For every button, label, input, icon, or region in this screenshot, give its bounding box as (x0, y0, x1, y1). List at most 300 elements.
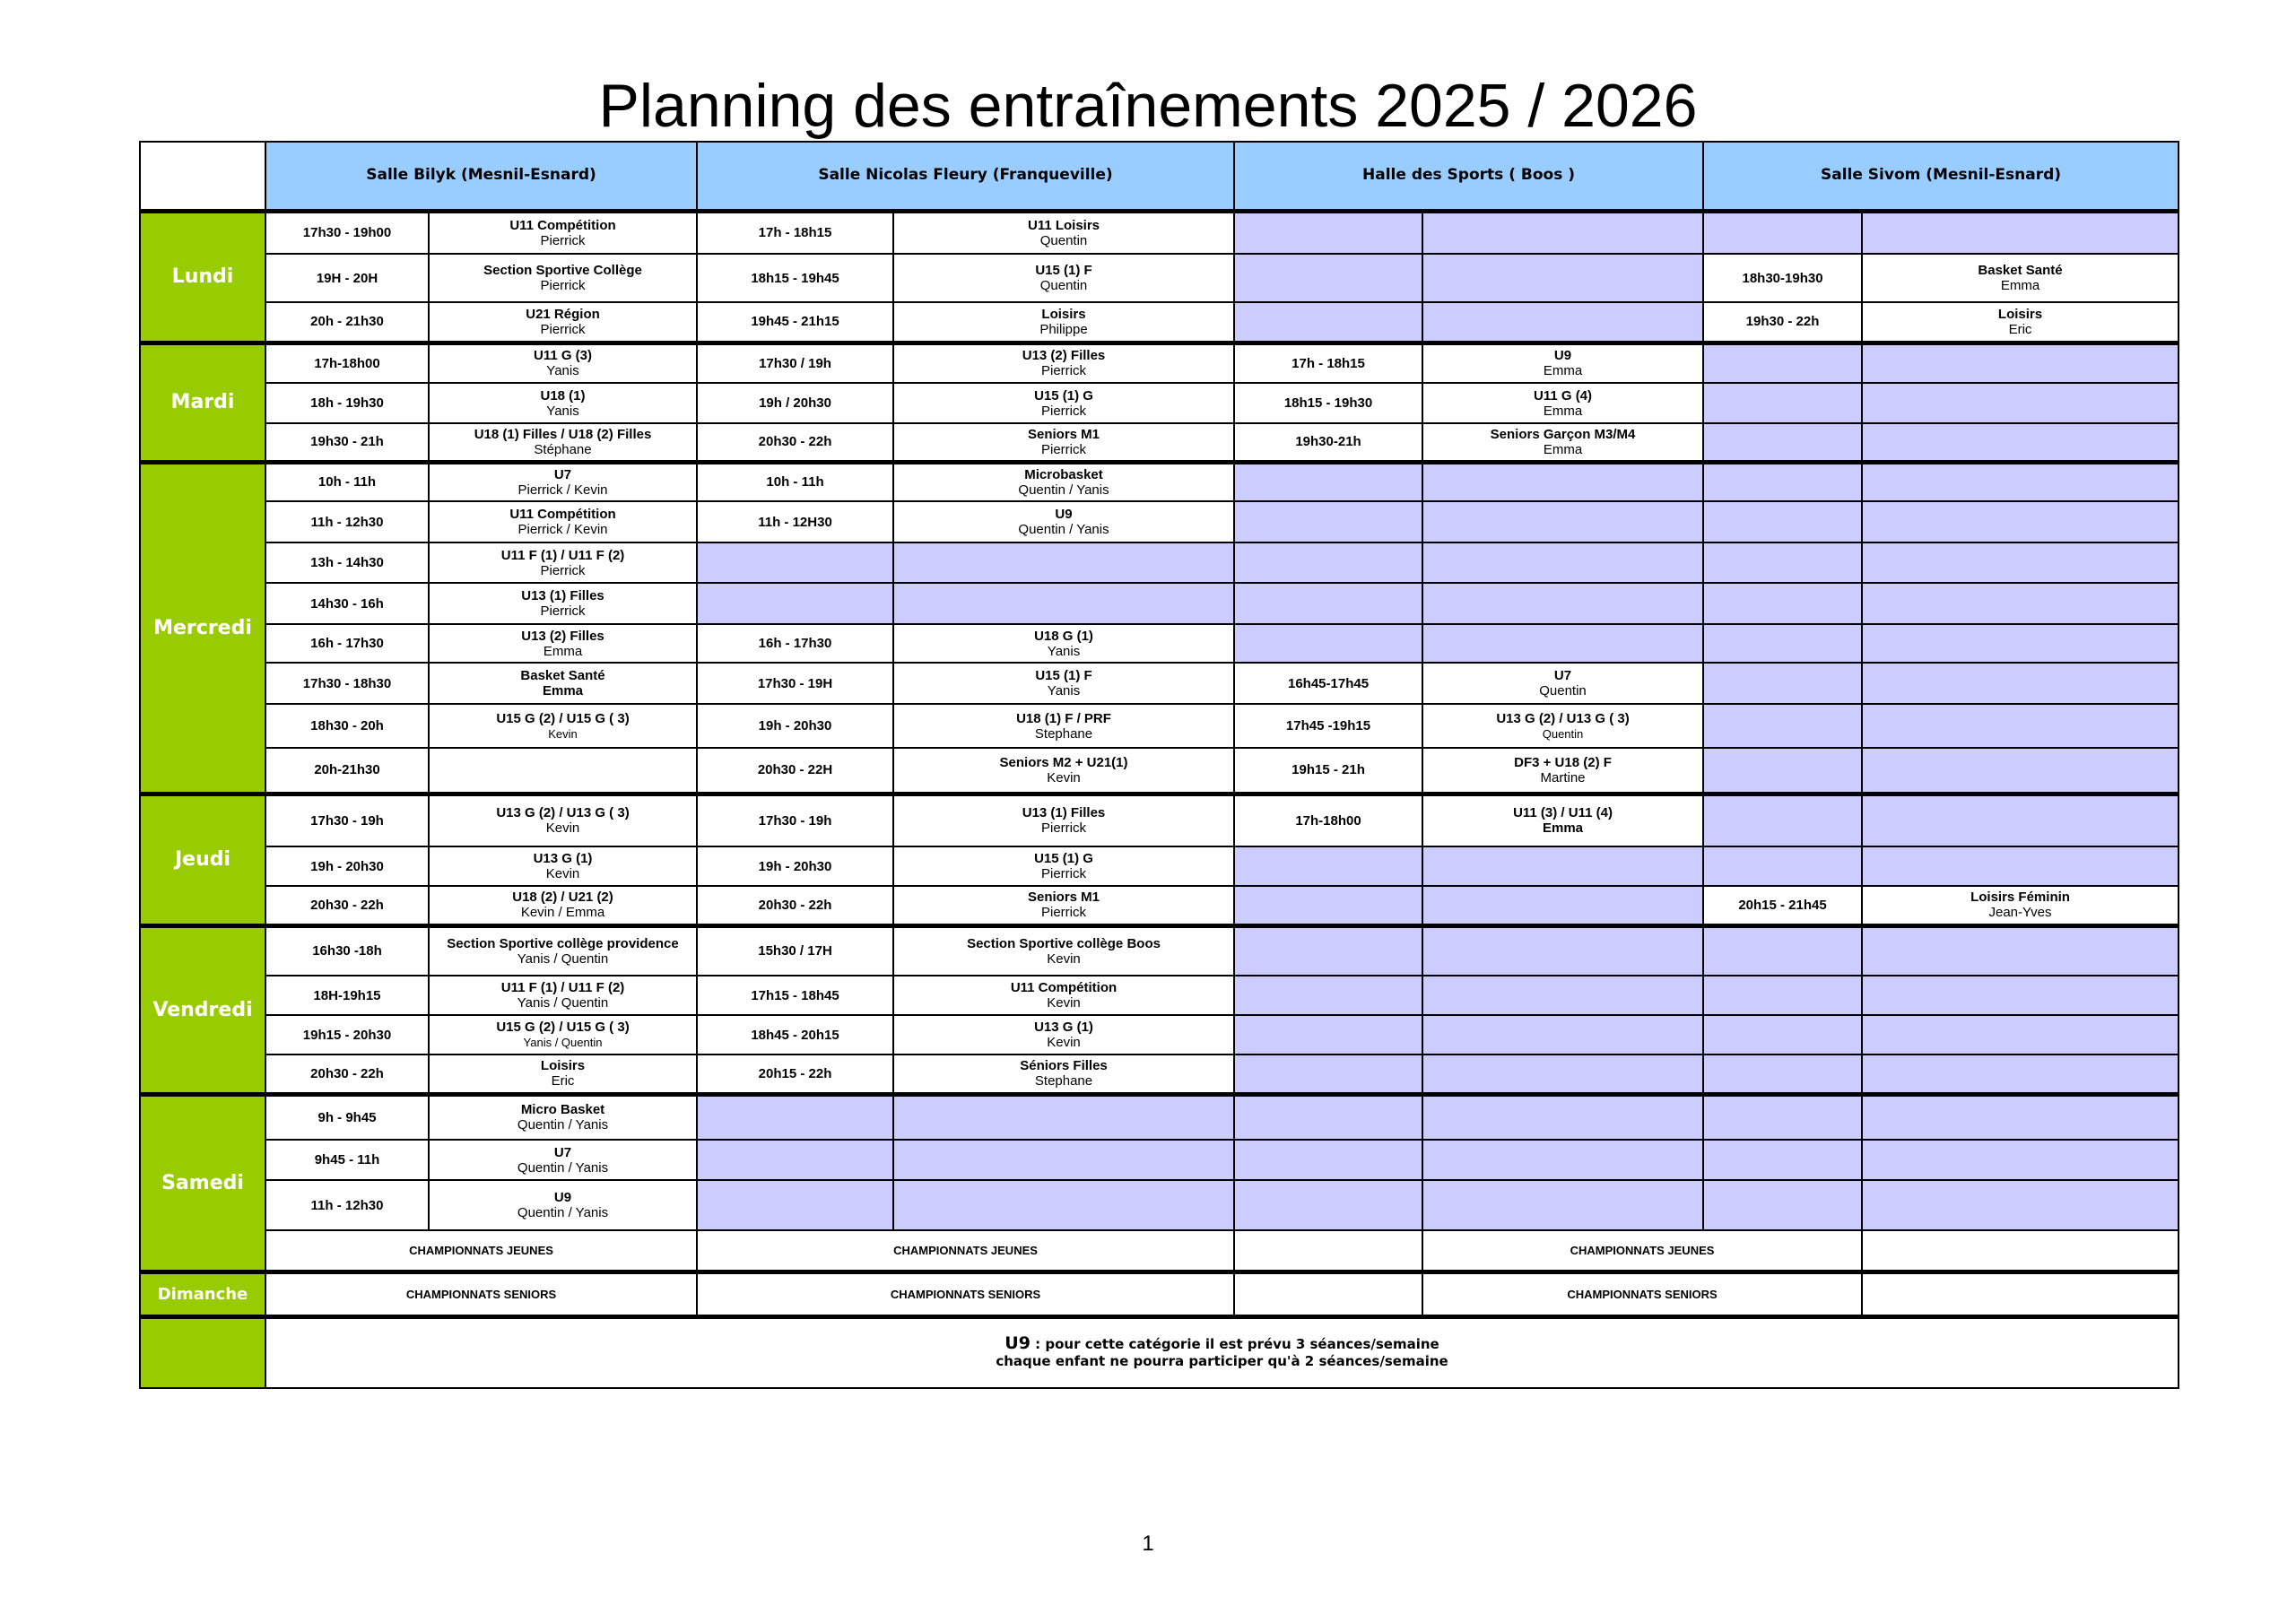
team-name: U11 Loisirs (1027, 217, 1100, 233)
slot-activity (893, 925, 1234, 976)
slot-activity (429, 383, 697, 423)
empty-slot (1703, 542, 1862, 583)
slot-activity (1422, 794, 1703, 846)
team-name: U11 Compétition (1010, 980, 1118, 995)
team-name: Section Sportive collège Boos (967, 935, 1161, 951)
team-name: U7 (553, 466, 572, 482)
coach-name: Pierrick / Kevin (517, 482, 608, 498)
empty-slot (1422, 1094, 1703, 1140)
table-row (140, 663, 2179, 704)
empty-slot (1234, 886, 1422, 925)
slot-activity (429, 624, 697, 663)
empty-slot (1234, 501, 1422, 542)
coach-name: Yanis / Quentin (523, 1036, 603, 1049)
table-row (140, 748, 2179, 794)
slot-time: 11h - 12h30 (265, 1180, 429, 1230)
slot-activity (1422, 704, 1703, 748)
table-row (140, 1055, 2179, 1094)
slot-time: 20h30 - 22h (697, 886, 893, 925)
training-schedule-table (139, 141, 2179, 1389)
coach-name: Pierrick (1041, 820, 1087, 837)
coach-name: Yanis (546, 363, 579, 379)
slot-activity (429, 1015, 697, 1055)
empty-slot (1422, 211, 1703, 254)
slot-time: 17h30 - 19h00 (265, 211, 429, 254)
team-name: U11 Compétition (509, 217, 616, 233)
coach-name: Pierrick (540, 562, 586, 578)
team-name: U13 G (2) / U13 G ( 3) (1496, 710, 1630, 726)
empty-slot (1234, 1015, 1422, 1055)
slot-activity (1862, 302, 2179, 343)
empty-slot (1862, 211, 2179, 254)
venue-header-halle: Halle des Sports ( Boos ) (1234, 142, 1703, 211)
slot-activity (429, 846, 697, 886)
table-row (140, 1094, 2179, 1140)
coach-name: Emma (1543, 403, 1583, 419)
empty-slot (697, 542, 893, 583)
coach-name: Philippe (1039, 321, 1088, 337)
slot-time: 10h - 11h (265, 462, 429, 501)
team-name: U13 G (2) / U13 G ( 3) (496, 805, 630, 821)
empty-slot (1234, 1180, 1422, 1230)
team-name: U13 (2) Filles (1022, 348, 1106, 364)
empty-slot (893, 583, 1234, 624)
empty-slot (1703, 846, 1862, 886)
slot-activity (1422, 423, 1703, 462)
coach-name: Pierrick (540, 603, 586, 619)
team-name: U9 (1553, 348, 1572, 364)
slot-activity (893, 663, 1234, 704)
team-name: U11 G (3) (533, 348, 593, 364)
slot-time: 19h30 - 22h (1703, 302, 1862, 343)
empty-slot (1703, 501, 1862, 542)
team-name: U11 F (1) / U11 F (2) (500, 980, 625, 995)
slot-activity (893, 704, 1234, 748)
coach-name: Yanis (1047, 643, 1081, 659)
team-name: U11 F (1) / U11 F (2) (500, 547, 625, 563)
slot-activity (1862, 254, 2179, 302)
note-row (140, 1316, 2179, 1388)
blank-cell (1862, 1271, 2179, 1316)
coach-name: Kevin (545, 866, 580, 881)
slot-time: 18h15 - 19h45 (697, 254, 893, 302)
team-name: U15 (1) G (1034, 851, 1093, 866)
coach-name: Stéphane (534, 441, 592, 457)
slot-activity (893, 343, 1234, 383)
empty-slot (1862, 1140, 2179, 1180)
coach-name: Pierrick (540, 232, 586, 248)
empty-slot (1703, 624, 1862, 663)
empty-slot (1422, 1015, 1703, 1055)
slot-activity (429, 343, 697, 383)
empty-slot (697, 1140, 893, 1180)
table-row (140, 211, 2179, 254)
day-label-mercredi: Mercredi (140, 462, 265, 794)
team-name: Loisirs Féminin (1970, 890, 2070, 906)
table-row (140, 925, 2179, 976)
coach-name: Pierrick / Kevin (517, 522, 608, 537)
team-name: Microbasket (1024, 466, 1103, 482)
team-name: Basket Santé (520, 668, 605, 683)
team-name: Séniors Filles (1020, 1058, 1108, 1074)
slot-activity (429, 886, 697, 925)
slot-time: 14h30 - 16h (265, 583, 429, 624)
team-name: U11 (3) / U11 (4) (1513, 805, 1613, 821)
slot-activity (429, 583, 697, 624)
empty-slot (1862, 462, 2179, 501)
team-name: U15 G (2) / U15 G ( 3) (496, 1020, 630, 1035)
slot-time: 16h30 -18h (265, 925, 429, 976)
championnats-jeunes-row (140, 1230, 2179, 1271)
venue-header-fleury: Salle Nicolas Fleury (Franqueville) (697, 142, 1234, 211)
note-label: U9 (1004, 1333, 1031, 1354)
table-row (140, 462, 2179, 501)
table-row (140, 1015, 2179, 1055)
venue-header-sivom: Salle Sivom (Mesnil-Esnard) (1703, 142, 2179, 211)
coach-name: Kevin (1047, 1035, 1081, 1050)
slot-time: 17h - 18h15 (1234, 343, 1422, 383)
empty-slot (1703, 343, 1862, 383)
empty-slot (1703, 423, 1862, 462)
slot-time: 15h30 / 17H (697, 925, 893, 976)
empty-slot (1422, 542, 1703, 583)
table-row (140, 542, 2179, 583)
note-line1: : pour cette catégorie il est prévu 3 séances/semaine (1030, 1336, 1439, 1353)
day-label-lundi: Lundi (140, 211, 265, 343)
table-row (140, 976, 2179, 1015)
slot-activity (1422, 343, 1703, 383)
empty-slot (1862, 624, 2179, 663)
empty-slot (1703, 1055, 1862, 1094)
day-label-mardi: Mardi (140, 343, 265, 462)
table-row (140, 343, 2179, 383)
slot-activity (429, 1094, 697, 1140)
championnats-seniors-label: CHAMPIONNATS SENIORS (1422, 1271, 1862, 1316)
slot-time: 18h - 19h30 (265, 383, 429, 423)
slot-activity (429, 254, 697, 302)
coach-name: Emma (542, 683, 584, 699)
championnats-seniors-row (140, 1271, 2179, 1316)
slot-time: 20h15 - 22h (697, 1055, 893, 1094)
coach-name: Kevin (1047, 769, 1081, 785)
coach-name: Emma (1543, 441, 1583, 457)
empty-slot (1422, 1180, 1703, 1230)
slot-activity (893, 748, 1234, 794)
slot-activity (893, 302, 1234, 343)
championnats-seniors-label: CHAMPIONNATS SENIORS (697, 1271, 1234, 1316)
venue-header-row (140, 142, 2179, 211)
empty-slot (1422, 583, 1703, 624)
empty-slot (1862, 583, 2179, 624)
empty-slot (1862, 1055, 2179, 1094)
coach-name: Eric (551, 1073, 575, 1089)
slot-time: 9h - 9h45 (265, 1094, 429, 1140)
table-row (140, 886, 2179, 925)
empty-slot (1422, 925, 1703, 976)
empty-slot (1703, 1180, 1862, 1230)
slot-time: 11h - 12h30 (265, 501, 429, 542)
slot-activity (429, 211, 697, 254)
empty-slot (1862, 704, 2179, 748)
empty-slot (1703, 748, 1862, 794)
empty-slot (1234, 1055, 1422, 1094)
team-name: U21 Région (526, 306, 600, 322)
team-name: U13 (1) Filles (1022, 805, 1106, 821)
empty-slot (1703, 704, 1862, 748)
team-name: Loisirs (1041, 306, 1086, 322)
championnats-jeunes-label: CHAMPIONNATS JEUNES (1422, 1230, 1862, 1271)
slot-activity (893, 976, 1234, 1015)
table-row (140, 423, 2179, 462)
team-name: Seniors M1 (1028, 426, 1100, 442)
slot-time: 17h30 / 19h (697, 343, 893, 383)
slot-activity (1862, 886, 2179, 925)
empty-slot (1862, 383, 2179, 423)
coach-name: Emma (1543, 363, 1583, 379)
slot-time: 19h - 20h30 (265, 846, 429, 886)
team-name: U11 G (4) (1534, 387, 1593, 404)
slot-activity (893, 211, 1234, 254)
page-title: Planning des entraînements 2025 / 2026 (598, 72, 1698, 140)
slot-time: 19h / 20h30 (697, 383, 893, 423)
team-name: U9 (1055, 507, 1073, 522)
empty-slot (697, 1094, 893, 1140)
empty-slot (1422, 846, 1703, 886)
slot-activity (893, 423, 1234, 462)
slot-time: 20h30 - 22h (265, 1055, 429, 1094)
slot-activity (429, 302, 697, 343)
empty-slot (1862, 1094, 2179, 1140)
table-row (140, 794, 2179, 846)
slot-time: 10h - 11h (697, 462, 893, 501)
slot-time: 20h - 21h30 (265, 302, 429, 343)
slot-time: 18h45 - 20h15 (697, 1015, 893, 1055)
coach-name: Quentin (1039, 278, 1088, 293)
slot-activity (429, 462, 697, 501)
slot-activity (429, 1180, 697, 1230)
slot-time: 19h15 - 21h (1234, 748, 1422, 794)
championnats-jeunes-label: CHAMPIONNATS JEUNES (697, 1230, 1234, 1271)
coach-name: Emma (2000, 278, 2040, 293)
team-name: U18 G (1) (1034, 628, 1093, 644)
coach-name: Yanis / Quentin (517, 995, 609, 1011)
slot-time: 20h30 - 22h (697, 423, 893, 462)
empty-slot (1234, 1140, 1422, 1180)
slot-activity (893, 462, 1234, 501)
note-line2: chaque enfant ne pourra participer qu'à 2 séances/semaine (996, 1353, 1448, 1370)
slot-activity (893, 383, 1234, 423)
empty-slot (1234, 976, 1422, 1015)
coach-name: Quentin (1039, 232, 1088, 248)
coach-name: Pierrick (540, 278, 586, 293)
empty-slot (1234, 211, 1422, 254)
slot-activity (429, 976, 697, 1015)
empty-slot (1422, 1140, 1703, 1180)
coach-name: Pierrick (1041, 905, 1087, 921)
coach-name: Kevin (1047, 995, 1081, 1011)
empty-slot (1703, 794, 1862, 846)
empty-slot (1703, 462, 1862, 501)
coach-name: Stephane (1034, 725, 1093, 742)
team-name: U18 (2) / U21 (2) (512, 890, 613, 906)
slot-time: 18h30 - 20h (265, 704, 429, 748)
team-name: U15 (1) F (1035, 263, 1092, 278)
slot-time: 20h-21h30 (265, 748, 429, 794)
slot-activity (429, 704, 697, 748)
empty-slot (1862, 423, 2179, 462)
slot-activity (893, 886, 1234, 925)
team-name: Basket Santé (1978, 263, 2063, 278)
team-name: U13 (1) Filles (521, 588, 604, 603)
empty-slot (1422, 886, 1703, 925)
empty-slot (1862, 748, 2179, 794)
slot-activity (893, 501, 1234, 542)
coach-name: Martine (1540, 769, 1586, 785)
slot-activity (429, 423, 697, 462)
team-name: Loisirs (540, 1058, 586, 1074)
coach-name: Pierrick (1041, 441, 1087, 457)
table-row (140, 704, 2179, 748)
slot-time: 19h15 - 20h30 (265, 1015, 429, 1055)
venue-header-bilyk: Salle Bilyk (Mesnil-Esnard) (265, 142, 697, 211)
team-name: DF3 + U18 (2) F (1514, 754, 1612, 770)
coach-name: Quentin (1539, 683, 1587, 699)
empty-slot (1703, 211, 1862, 254)
empty-slot (1703, 976, 1862, 1015)
empty-slot (1234, 462, 1422, 501)
day-label-vendredi: Vendredi (140, 925, 265, 1094)
day-label-jeudi: Jeudi (140, 794, 265, 925)
note-day-cell (140, 1316, 265, 1388)
slot-activity (893, 1055, 1234, 1094)
empty-slot (1862, 794, 2179, 846)
empty-slot (1703, 383, 1862, 423)
team-name: U18 (1) F / PRF (1016, 710, 1111, 726)
slot-time: 19H - 20H (265, 254, 429, 302)
empty-slot (893, 1140, 1234, 1180)
slot-time: 19h - 20h30 (697, 704, 893, 748)
team-name: U18 (1) (540, 387, 586, 404)
empty-slot (1862, 663, 2179, 704)
slot-time: 11h - 12H30 (697, 501, 893, 542)
empty-slot (1234, 1094, 1422, 1140)
blank-cell (1862, 1230, 2179, 1271)
empty-slot (1862, 1180, 2179, 1230)
coach-name: Quentin / Yanis (517, 1159, 609, 1176)
coach-name: Pierrick (1041, 403, 1087, 419)
empty-slot (1234, 302, 1422, 343)
empty-slot (1862, 343, 2179, 383)
team-name: Seniors M1 (1028, 890, 1100, 906)
empty-slot (1234, 846, 1422, 886)
empty-slot (1862, 542, 2179, 583)
empty-slot (1234, 925, 1422, 976)
empty-slot (1422, 624, 1703, 663)
empty-slot (1422, 462, 1703, 501)
table-row (140, 254, 2179, 302)
empty-slot (1234, 624, 1422, 663)
team-name: U15 (1) G (1034, 387, 1093, 404)
slot-time: 17h30 - 19h (265, 794, 429, 846)
slot-activity (1422, 383, 1703, 423)
slot-time: 17h-18h00 (1234, 794, 1422, 846)
page-number: 1 (1142, 1532, 1154, 1556)
empty-slot (1862, 501, 2179, 542)
slot-time: 9h45 - 11h (265, 1140, 429, 1180)
team-name: U18 (1) Filles / U18 (2) Filles (474, 426, 652, 442)
team-name: U15 (1) F (1035, 668, 1092, 683)
empty-slot (1703, 1094, 1862, 1140)
slot-time: 16h - 17h30 (697, 624, 893, 663)
slot-time: 20h30 - 22H (697, 748, 893, 794)
empty-slot (1862, 1015, 2179, 1055)
coach-name: Kevin (545, 820, 580, 837)
coach-name: Yanis (546, 403, 579, 419)
slot-activity (893, 254, 1234, 302)
slot-time: 19h30 - 21h (265, 423, 429, 462)
table-row (140, 846, 2179, 886)
slot-activity (429, 1055, 697, 1094)
slot-activity (429, 501, 697, 542)
slot-time: 16h45-17h45 (1234, 663, 1422, 704)
empty-slot (1862, 846, 2179, 886)
empty-slot (697, 1180, 893, 1230)
empty-slot (1422, 976, 1703, 1015)
slot-activity (893, 624, 1234, 663)
slot-activity (429, 663, 697, 704)
team-name: Micro Basket (520, 1102, 605, 1118)
empty-slot (1234, 254, 1422, 302)
header-corner (140, 142, 265, 211)
coach-name: Kevin (1047, 950, 1081, 967)
coach-name: Eric (2008, 321, 2032, 337)
coach-name: Stephane (1034, 1073, 1093, 1089)
empty-slot (1422, 254, 1703, 302)
empty-slot (1703, 925, 1862, 976)
slot-time: 20h30 - 22h (265, 886, 429, 925)
empty-slot (1703, 583, 1862, 624)
table-row (140, 583, 2179, 624)
table-row (140, 1140, 2179, 1180)
team-name: Section Sportive collège providence (447, 935, 679, 951)
coach-name: Quentin / Yanis (517, 1205, 609, 1220)
empty-slot (1422, 302, 1703, 343)
team-name: U7 (1553, 668, 1572, 683)
slot-activity (429, 542, 697, 583)
empty-slot (1703, 1140, 1862, 1180)
team-name: Seniors Garçon M3/M4 (1490, 426, 1636, 442)
slot-activity (1422, 663, 1703, 704)
coach-name: Pierrick (1041, 866, 1087, 881)
blank-cell (1234, 1230, 1422, 1271)
table-row (140, 383, 2179, 423)
slot-time: 16h - 17h30 (265, 624, 429, 663)
slot-activity (429, 794, 697, 846)
day-label-dimanche: Dimanche (140, 1271, 265, 1316)
slot-activity (893, 1015, 1234, 1055)
empty-slot (1862, 976, 2179, 1015)
empty-slot (1422, 1055, 1703, 1094)
coach-name: Pierrick (540, 321, 586, 337)
slot-time: 19h30-21h (1234, 423, 1422, 462)
empty-slot (1234, 583, 1422, 624)
coach-name: Quentin / Yanis (517, 1117, 609, 1133)
empty-slot (893, 542, 1234, 583)
slot-time: 18H-19h15 (265, 976, 429, 1015)
coach-name: Emma (543, 643, 583, 659)
team-name: Loisirs (1997, 306, 2043, 322)
table-row (140, 1180, 2179, 1230)
